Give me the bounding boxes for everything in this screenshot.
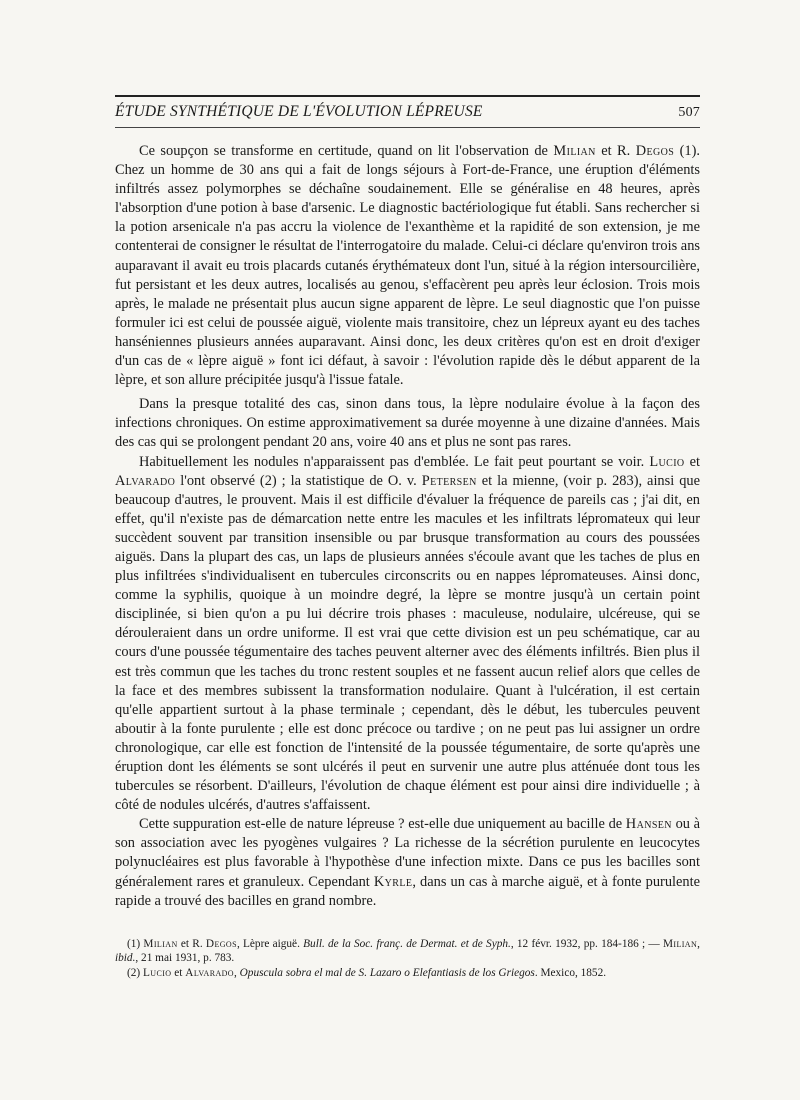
citation-title: Bull. de la Soc. franç. de Dermat. et de Syph. [303, 937, 511, 950]
text-run: l'ont observé (2) ; la statistique de O. v. [175, 472, 422, 489]
footnote [115, 966, 700, 981]
text-run: et la mienne, (voir p. 283), ainsi que beaucoup d'autres, le prouvent. Mais il est difficile d'évaluer la fréquence de pareils cas ; j'ai dit, en effet, qu'il n'existe pas de démarcation nette entre les macules et les infiltrats lépromateux qui leur succèdent souvent par transition insensible ou par brusque transformation au cours des poussées aiguës. Dans la plupart des cas, un laps de plusieurs années s'écoule avant que les taches de plus en plus infiltrées s'individualisent en tubercules circonscrits ou en nappes lépromateuses. Ainsi donc, comme la syphilis, quoique à un moindre degré, la lèpre se montre jusqu'à un certain point disciplinée, si bien qu'on a pu lui décrire trois phases : maculeuse, nodulaire, ulcéreuse, qui se dérouleraient dans un ordre uniforme. Il est vrai que cette division est un peu schématique, car au cours d'une poussée tégumentaire des taches peuvent alterner avec des éléments infiltrés. Bien plus il est très commun que les taches du tronc restent souples et ne fassent aucun relief alors que celles de la face et des membres subissent la transformation nodulaire. Quant à l'ulcération, il est certain qu'elle appartient surtout à la phase terminale ; cependant, dès le début, les tubercules peuvent aboutir à la fonte purulente ; elle est donc précoce ou tardive ; on ne peut pas lui assigner un ordre chronologique, car elle est fonction de l'intensité de la poussée tégumentaire, de sorte qu'après une éruption dont les éléments se sont ulcérés il peut en survenir une autre plus atténuée dont tous les tubercules se résorbent. D'ailleurs, l'évolution de chaque élément est pour ainsi dire individuelle ; à côté de nodules ulcérés, d'autres s'affaissent. [115, 472, 700, 814]
citation-title: Opuscula sobra el mal de S. Lazaro o Elefantiasis de los Griegos [239, 966, 535, 979]
paragraph [115, 395, 700, 452]
text-run: , Lèpre aiguë. [236, 937, 304, 950]
text-run: , [697, 937, 700, 950]
text-run: (1). Chez un homme de 30 ans qui a fait de longs séjours à Fort-de-France, une éruption d'éléments infiltrés assez polymorphes se déchaîne soudainement. Elle se généralise en 48 heures, après l'absorption d'une potion à base d'arsenic. Le diagnostic bactériologique fut établi. Sans rechercher si la potion arsenicale n'a pas accru la violence de l'exanthème et la rapidité de son extension, je me contenterai de consigner le résultat de l'interrogatoire du malade. Celui-ci déclare qu'environ trois ans auparavant il avait eu trois placards cutanés érythémateux dont l'un, situé à la région intersourcilière, fut persistant et les deux autres, localisés au genou, s'effacèrent peu après leur éclosion. Trois mois après, le malade ne présentait plus aucun signe apparent de lèpre. Le seul diagnostic que l'on puisse formuler ici est celui de poussée aiguë, violente mais transitoire, chez un lépreux ayant eu des taches hanséniennes plusieurs années auparavant. Ainsi donc, les deux critères qu'on est en droit d'exiger d'un cas de « lèpre aiguë » font ici défaut, à savoir : l'évolution rapide dès le début apparent de la lèpre, et son allure précipitée jusqu'à l'issue fatale. [115, 143, 701, 389]
text-run: (2) [127, 966, 143, 979]
text-run: et R. [595, 143, 636, 159]
author-name: Petersen [421, 472, 477, 489]
text-run: Habituellement les nodules n'apparaissent pas d'emblée. Le fait peut pourtant se voir. [139, 453, 650, 470]
author-name: Alvarado [185, 966, 234, 979]
text-run: Cette suppuration est-elle de nature lépreuse ? est-elle due uniquement au bacille de [139, 816, 626, 833]
author-name: Hansen [625, 816, 672, 833]
paragraph [115, 453, 700, 816]
footnotes [115, 937, 700, 981]
text-run: (1) [127, 937, 144, 950]
text-run: et [684, 453, 700, 470]
author-name: Kyrle [373, 873, 413, 890]
text-run: ou à son association avec les pyogènes vulgaires ? La richesse de la sécrétion purulente en leucocytes polynucléaires est plus favorable à l'hypothèse d'une infection mixte. Dans ce pus les bacilles sont généralement rares et granuleux. Cependant [115, 816, 700, 890]
author-name: Degos [205, 937, 237, 950]
text-run: Dans la presque totalité des cas, sinon dans tous, la lèpre nodulaire évolue à la façon des infections chroniques. On estime approximativement sa durée moyenne à une dizaine d'années. Mais des cas qui se prolongent pendant 20 ans, voire 40 ans et plus ne sont pas rares. [115, 396, 700, 451]
page-number: 507 [678, 105, 700, 120]
paragraph [115, 815, 700, 910]
author-name: Lucio [143, 966, 172, 979]
text-run: Ce soupçon se transforme en certitude, quand on lit l'observation de [139, 143, 554, 159]
author-name: Alvarado [115, 472, 176, 489]
text-run: , 12 févr. 1932, pp. 184-186 ; — [510, 937, 663, 950]
citation-title: ibid. [115, 952, 136, 965]
text-run: , 21 mai 1931, p. 783. [135, 952, 235, 965]
running-header [115, 103, 700, 125]
author-name: Milian [143, 937, 178, 950]
author-name: Milian [553, 143, 596, 159]
book-page [115, 95, 700, 980]
text-run: , dans un cas à marche aiguë, et à fonte purulente rapide a trouvé des bacilles en grand nombre. [115, 873, 700, 909]
header-bottom-rule [115, 127, 700, 128]
text-run: et R. [177, 937, 206, 950]
body-text [115, 142, 700, 911]
author-name: Lucio [649, 453, 685, 470]
paragraph [115, 142, 700, 390]
text-run: et [171, 966, 186, 979]
running-title: ÉTUDE SYNTHÉTIQUE DE L'ÉVOLUTION LÉPREUSE [115, 103, 483, 120]
header-top-rule [115, 95, 700, 97]
text-run: . Mexico, 1852. [534, 966, 607, 979]
footnote [115, 937, 700, 966]
text-run: , [233, 966, 240, 979]
author-name: Degos [635, 143, 675, 159]
author-name: Milian [662, 937, 698, 950]
